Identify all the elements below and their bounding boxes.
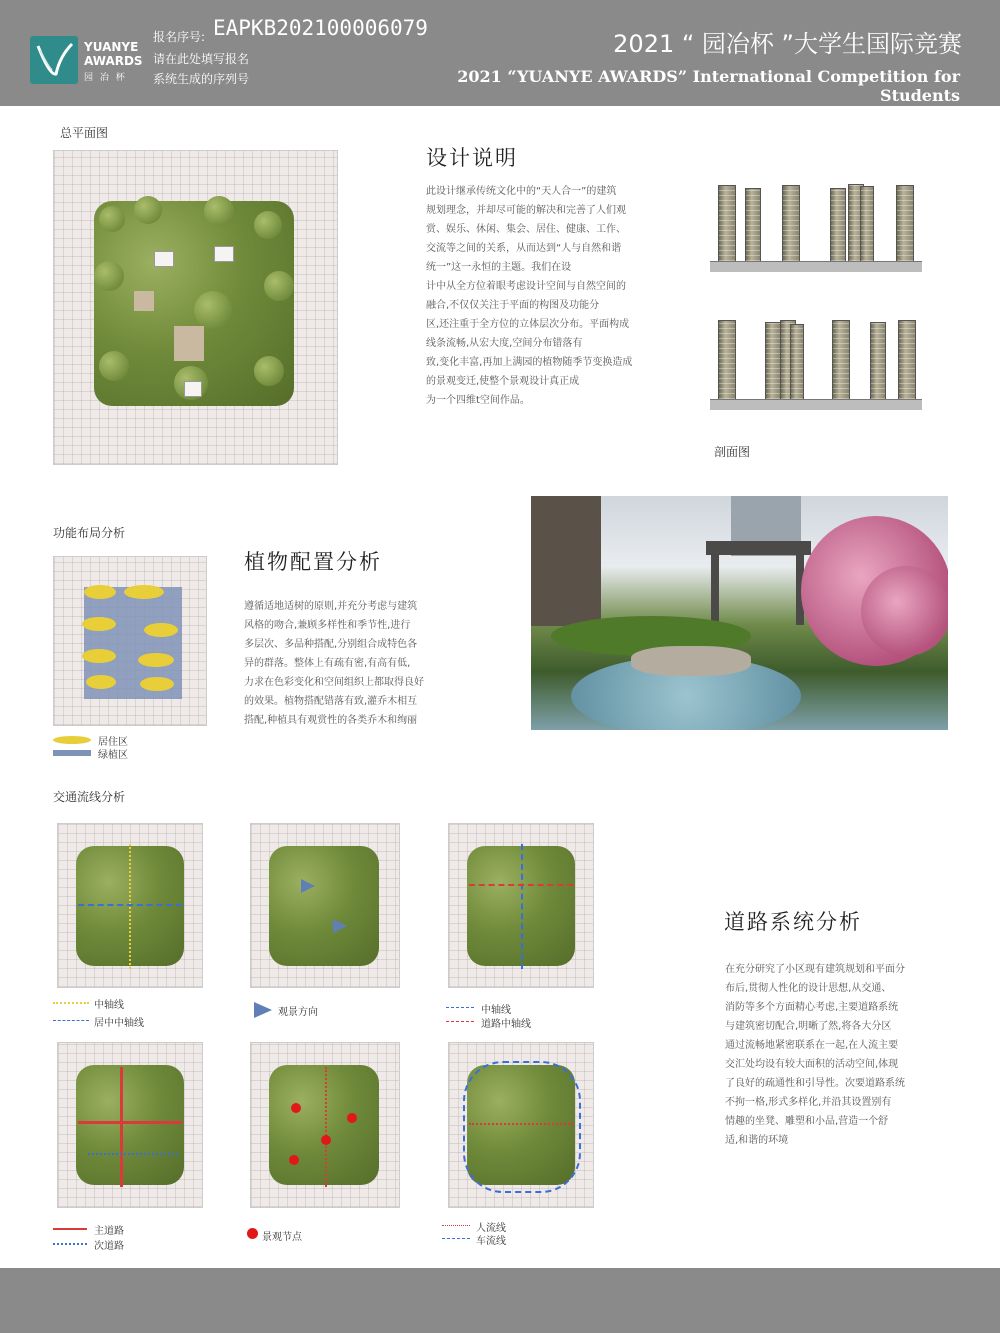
road-system-line: 交汇处均设有较大面积的活动空间,体现 bbox=[725, 1059, 899, 1070]
header-bar bbox=[0, 0, 1000, 106]
design-note-line: 此设计继承传统文化中的“天人合一”的建筑 bbox=[426, 186, 617, 197]
design-note-line: 致,变化丰富,再加上满园的植物随季节变换造成 bbox=[426, 357, 633, 368]
registration-hint-line1: 请在此处填写报名 bbox=[153, 52, 250, 66]
competition-logo bbox=[30, 36, 143, 88]
competition-title-cn: 2021 “ 园冶杯 ”大学生国际竞赛 bbox=[613, 30, 962, 58]
master-plan-image bbox=[53, 150, 338, 465]
function-layout-label: 功能布局分析 bbox=[53, 526, 126, 540]
legend-text-center-axis: 居中中轴线 bbox=[94, 1018, 144, 1029]
registration-hint-line2: 系统生成的序列号 bbox=[153, 72, 250, 86]
legend-text-secondary-road: 次道路 bbox=[94, 1241, 124, 1252]
plant-config-line: 力求在色彩变化和空间组织上都取得良好 bbox=[244, 677, 424, 688]
logo-text-cn: 园 冶 杯 bbox=[84, 73, 127, 83]
road-system-line: 情趣的坐凳、雕塑和小品,营造一个舒 bbox=[725, 1116, 889, 1127]
legend-line-center-axis bbox=[53, 1020, 89, 1021]
design-note-line: 规划理念，并却尽可能的解决和完善了人们观 bbox=[426, 205, 626, 216]
road-system-text bbox=[725, 960, 955, 1150]
plant-config-text bbox=[244, 597, 464, 730]
road-system-title: 道路系统分析 bbox=[724, 910, 862, 934]
plant-config-line: 异的群落。整体上有疏有密,有高有低, bbox=[244, 658, 411, 669]
legend-text-view-direction: 观景方向 bbox=[278, 1007, 318, 1018]
road-system-line: 布后,贯彻人性化的设计思想,从交通、 bbox=[725, 983, 892, 994]
section-elevation-2 bbox=[710, 312, 922, 410]
traffic-diagram-2 bbox=[250, 823, 400, 988]
legend-line-vehicle bbox=[442, 1238, 470, 1239]
section-view-label: 剖面图 bbox=[714, 445, 751, 459]
logo-text-yuanye: YUANYE bbox=[84, 40, 139, 54]
design-note-line: 计中从全方位着眼考虑设计空间与自然空间的 bbox=[426, 281, 626, 292]
road-system-line: 与建筑密切配合,明晰了然,将各大分区 bbox=[725, 1021, 892, 1032]
design-note-text bbox=[426, 182, 666, 410]
plant-config-line: 风格的吻合,兼顾多样性和季节性,进行 bbox=[244, 620, 411, 631]
legend-text-road-axis: 道路中轴线 bbox=[481, 1019, 531, 1030]
plant-config-line: 的效果。植物搭配错落有致,灌乔木相互 bbox=[244, 696, 418, 707]
view-direction-icon bbox=[254, 1002, 272, 1018]
registration-label: 报名序号: bbox=[153, 30, 206, 44]
legend-swatch-green bbox=[53, 750, 91, 756]
traffic-diagram-6 bbox=[448, 1042, 594, 1208]
design-note-line: 为一个四维t空间作品。 bbox=[426, 395, 530, 406]
legend-line-secondary-road bbox=[53, 1243, 87, 1245]
traffic-analysis-label: 交通流线分析 bbox=[53, 790, 126, 804]
logo-text-awards: AWARDS bbox=[84, 54, 143, 68]
road-system-line: 通过流畅地紧密联系在一起,在人流主要 bbox=[725, 1040, 899, 1051]
road-system-line: 在充分研究了小区现有建筑规划和平面分 bbox=[725, 964, 905, 975]
road-system-line: 了良好的疏通性和引导性。次要道路系统 bbox=[725, 1078, 905, 1089]
logo-mark-icon bbox=[30, 36, 78, 84]
legend-line-axis bbox=[53, 1002, 89, 1004]
traffic-diagram-3 bbox=[448, 823, 594, 988]
design-note-line: 融合,不仅仅关注于平面的构图及功能分 bbox=[426, 300, 600, 311]
master-plan-label: 总平面图 bbox=[60, 126, 109, 140]
legend-text-axis-3: 中轴线 bbox=[481, 1005, 511, 1016]
road-system-line: 消防等多个方面精心考虑,主要道路系统 bbox=[725, 1002, 899, 1013]
traffic-diagram-4 bbox=[57, 1042, 203, 1208]
landscape-node-icon bbox=[247, 1228, 258, 1239]
traffic-diagram-1 bbox=[57, 823, 203, 988]
design-note-line: 赏、娱乐、休闲、集会、居住、健康、工作、 bbox=[426, 224, 626, 235]
section-elevation-1 bbox=[710, 180, 922, 272]
legend-text-vehicle: 车流线 bbox=[476, 1236, 506, 1247]
plant-config-line: 遵循适地适树的原则,并充分考虑与建筑 bbox=[244, 601, 418, 612]
competition-title-en: 2021 “YUANYE AWARDS” International Competition for Students bbox=[457, 67, 960, 105]
legend-line-axis-3 bbox=[446, 1007, 474, 1008]
legend-line-main-road bbox=[53, 1228, 87, 1230]
road-system-line: 不拘一格,形式多样化,并沿其设置别有 bbox=[725, 1097, 892, 1108]
landscape-render-image bbox=[531, 496, 948, 730]
legend-text-green: 绿植区 bbox=[98, 750, 128, 761]
plant-config-line: 多层次、多品种搭配,分别组合成特色各 bbox=[244, 639, 418, 650]
design-note-line: 的景观变迁,使整个景观设计真正成 bbox=[426, 376, 580, 387]
function-layout-diagram bbox=[53, 556, 207, 726]
road-system-line: 适,和谐的环境 bbox=[725, 1135, 789, 1146]
design-note-line: 统一”这一永恒的主题。我们在设 bbox=[426, 262, 572, 273]
design-note-line: 交流等之间的关系，从而达到“人与自然和谐 bbox=[426, 243, 622, 254]
logo-swoosh-icon bbox=[30, 36, 78, 84]
traffic-diagram-5 bbox=[250, 1042, 400, 1208]
design-note-line: 线条流畅,从宏大度,空间分布错落有 bbox=[426, 338, 583, 349]
legend-line-road-axis bbox=[446, 1021, 474, 1022]
legend-swatch-residential bbox=[53, 736, 91, 744]
plant-config-line: 搭配,种植具有观赏性的各类乔木和绚丽 bbox=[244, 715, 418, 726]
design-note-line: 区,还注重于全方位的立体层次分布。平面构成 bbox=[426, 319, 630, 330]
plant-config-title: 植物配置分析 bbox=[244, 550, 382, 574]
registration-number: EAPKB202100006079 bbox=[213, 16, 428, 40]
design-note-title: 设计说明 bbox=[426, 146, 518, 170]
legend-line-pedestrian bbox=[442, 1225, 470, 1226]
render-building-left bbox=[531, 496, 601, 626]
legend-text-main-road: 主道路 bbox=[94, 1226, 124, 1237]
legend-text-axis: 中轴线 bbox=[94, 1000, 124, 1011]
legend-text-landscape-node: 景观节点 bbox=[262, 1232, 302, 1243]
legend-text-residential: 居住区 bbox=[98, 737, 128, 748]
legend-text-pedestrian: 人流线 bbox=[476, 1223, 506, 1234]
footer-bar bbox=[0, 1268, 1000, 1333]
